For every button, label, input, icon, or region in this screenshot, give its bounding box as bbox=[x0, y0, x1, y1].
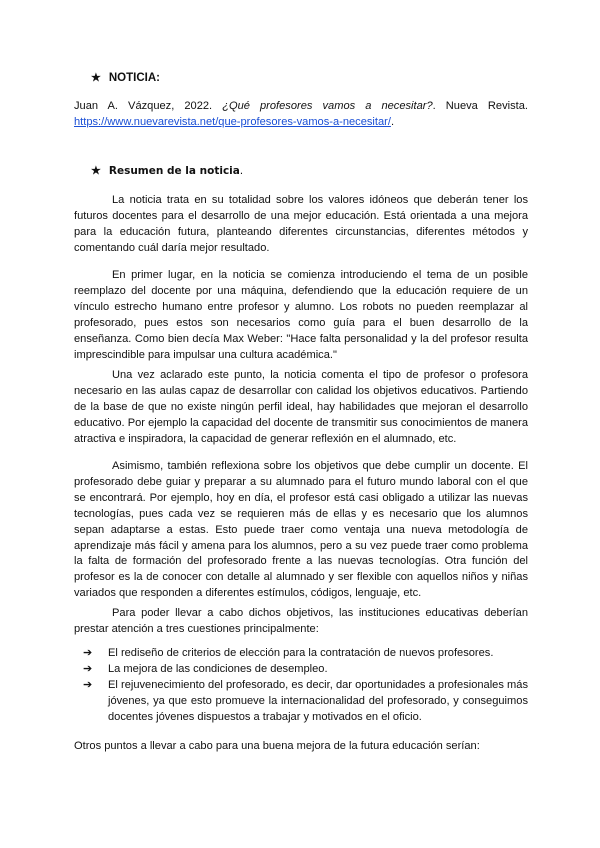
noticia-heading bbox=[91, 71, 160, 84]
paragraph-perfil: Una vez aclarado este punto, la noticia comenta el tipo de profesor o profesora necesario en las aulas capaz de desarrollar con calidad los objetivos educativos. Partiendo de la base de que no existe ningún perfil ideal, hay habilidades que mejoran el desarrollo educativo. Por ejemplo la capacidad del docente de transmitir sus conocimientos de manera atractiva e inspiradora, la capacidad de generar reflexión en el alumnado, etc. bbox=[74, 369, 528, 445]
cuestiones-list bbox=[74, 646, 528, 726]
noticia-title: NOTICIA: bbox=[108, 71, 160, 84]
list-item bbox=[74, 646, 528, 662]
list-item bbox=[74, 662, 528, 678]
citation-end: . bbox=[390, 115, 395, 128]
paragraph-intro: La noticia trata en su totalidad sobre los valores idóneos que deberán tener los futuros docentes para el desarrollo de una mejor educación. Está orientada a una mejora para la educación futura, planteando diferentes circunstancias, diferentes métodos y comentando cuál daría mejor resultado. bbox=[74, 194, 528, 254]
star-bullet-icon: ★ bbox=[91, 72, 101, 84]
citation-source: . Nueva Revista. bbox=[432, 100, 528, 112]
citation-link[interactable]: https://www.nuevarevista.net/que-profesores-vamos-a-necesitar/ bbox=[74, 115, 391, 128]
list-item bbox=[74, 678, 528, 726]
resumen-end: . bbox=[239, 164, 244, 177]
star-bullet-icon: ★ bbox=[91, 165, 101, 177]
resumen-heading bbox=[91, 164, 243, 177]
paragraph-closing: Otros puntos a llevar a cabo para una buena mejora de la futura educación serían: bbox=[74, 740, 480, 752]
paragraph-objetivos: Asimismo, también reflexiona sobre los objetivos que debe cumplir un docente. El profesorado debe guiar y preparar a su alumnado para el futuro mundo laboral con el que se encontrará. Por ejemplo, hoy en día, el profesor está casi obligado a utilizar las nuevas tecnologías, pues cada vez se requieren más de ellas y es necesario que los alumnos sepan adaptarse a estas. Esto puede traer como ventaja una nueva metodología de aprendizaje más fácil y amena para los alumnos, pero a su vez puede traer como problema la falta de formación del profesorado frente a las nuevas tecnologías. Otra función del profesor es la de conocer con detalle al alumnado y ser flexible con aquellos niños y niñas variados que responden a diferentes estímulos, códigos, lenguaje, etc. bbox=[74, 460, 528, 600]
arrow-bullet-icon: ➔ bbox=[83, 647, 93, 659]
paragraph-instituciones: Para poder llevar a cabo dichos objetivos, las instituciones educativas deberían prestar atención a tres cuestiones principalmente: bbox=[74, 607, 528, 635]
arrow-bullet-icon: ➔ bbox=[83, 678, 93, 691]
list-item-text: La mejora de las condiciones de desempleo. bbox=[108, 662, 328, 675]
resumen-title: Resumen de la noticia bbox=[108, 164, 240, 177]
list-item-text: El rediseño de criterios de elección para la contratación de nuevos profesores. bbox=[108, 647, 494, 659]
citation bbox=[74, 99, 528, 131]
list-item-text: El rejuvenecimiento del profesorado, es decir, dar oportunidades a profesionales más jóvenes, ya que esto promueve la internacionalidad del profesorado, y conseguimos docentes jóvenes dispuestos a trabajar y motivados en el oficio. bbox=[108, 678, 528, 723]
arrow-bullet-icon: ➔ bbox=[83, 662, 93, 675]
citation-title: ¿Qué profesores vamos a necesitar? bbox=[222, 100, 433, 112]
citation-author: Juan A. Vázquez, 2022. bbox=[74, 100, 223, 112]
paragraph-primer-lugar: En primer lugar, en la noticia se comienza introduciendo el tema de un posible reemplazo del docente por una máquina, defendiendo que la educación requiere de un vínculo estrecho humano entre profesor y alumno. Los robots no pueden reemplazar al profesorado, pues estos son necesarios como guía para el buen desarrollo de la enseñanza. Como bien decía Max Weber: "Hace falta personalidad y la del profesor resulta imprescindible para impulsar una cultura académica." bbox=[74, 269, 528, 361]
